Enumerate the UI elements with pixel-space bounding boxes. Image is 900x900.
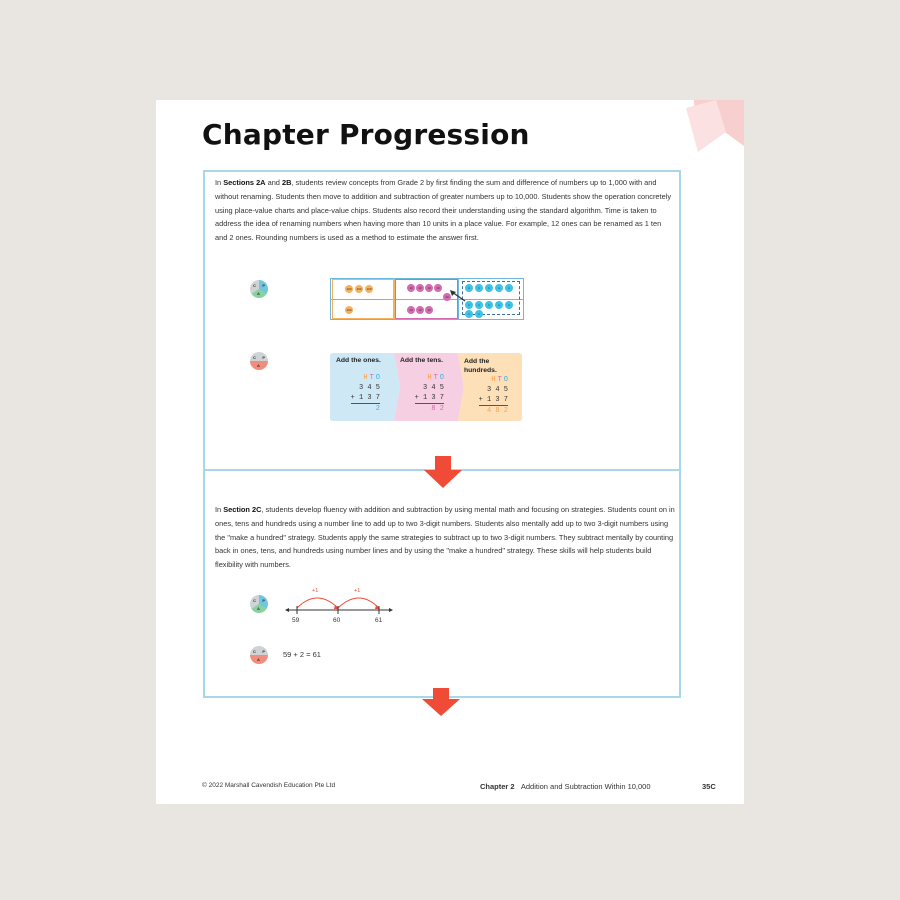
- section-2a-2b-paragraph: In Sections 2A and 2B, students review concepts from Grade 2 by first finding the sum and difference of numbers up to 1,000 with and without renaming. Students then move to addition and subtraction of greater numbers up to 10,000. Students show the operation concretely using place-value charts and place-value chips. Students also record their understanding using the standard algorithm. Time is taken to address the idea of renaming numbers when having more than 10 units in a place value. For example, 12 ones can be renamed as 1 ten and 2 ones. Rounding numbers is used as a method to estimate the answer first.: [215, 178, 672, 243]
- hundreds-chip: 100: [346, 287, 352, 291]
- number-line: [283, 588, 395, 628]
- tens-carry-chip: 10: [443, 293, 451, 301]
- page-number: 35C: [702, 782, 716, 791]
- place-value-chart: [330, 278, 524, 320]
- jump-label: +1: [354, 588, 361, 594]
- ones-chip: 1: [505, 284, 513, 292]
- tens-chip: 10: [434, 284, 442, 292]
- tens-chip: 10: [425, 284, 433, 292]
- step-add-ones: Add the ones. H T O 3 4 5 + 1 3 7 2: [336, 357, 381, 413]
- ones-chip: 1: [495, 301, 503, 309]
- ones-chip: 1: [465, 284, 473, 292]
- addition-steps: [330, 353, 522, 421]
- ones-chip: 1: [485, 284, 493, 292]
- ones-chip: 1: [505, 301, 513, 309]
- concrete-pictorial-abstract-icon: C P A: [250, 352, 268, 370]
- step-add-hundreds: Add the hundreds. H T O 3 4 5 + 1 3 7 4 8 2: [464, 358, 508, 415]
- copyright: © 2022 Marshall Cavendish Education Pte Ltd: [202, 782, 336, 789]
- tick-label: 60: [333, 617, 341, 624]
- jump-label: +1: [312, 588, 319, 594]
- concrete-pictorial-abstract-icon: C P A: [250, 595, 268, 613]
- step-add-tens: Add the tens. H T O 3 4 5 + 1 3 7 8 2: [400, 357, 444, 413]
- ribbon-decoration: [686, 100, 744, 152]
- ones-chip: 1: [475, 301, 483, 309]
- down-arrow-icon: [422, 688, 460, 716]
- tens-chip: 10: [416, 284, 424, 292]
- regroup-arrow-icon: [447, 289, 467, 303]
- concrete-pictorial-abstract-icon: C P A: [250, 646, 268, 664]
- ones-chip: 1: [465, 301, 473, 309]
- down-arrow-icon: [424, 456, 462, 488]
- progression-panel: [203, 170, 681, 698]
- tens-chip: 10: [407, 284, 415, 292]
- ones-chip: 1: [485, 301, 493, 309]
- tens-chip: 10: [407, 306, 415, 314]
- tick-label: 61: [375, 617, 383, 624]
- textbook-page: [156, 100, 744, 804]
- ones-chip: 1: [465, 310, 473, 318]
- tens-chip: 10: [425, 306, 433, 314]
- hundreds-chip: 100: [366, 287, 372, 291]
- section-2c-paragraph: In Section 2C, students develop fluency with addition and subtraction by using mental math and focusing on strategies. Students count on in ones, tens and hundreds using a number line to add up to two 3-digit numbers. Students also mentally add up to two 3-digit numbers using the "make a hundred" strategy. Students apply the same strategies to subtract up to two 3-digit numbers. They subtract mentally by counting back in ones, tens, and hundreds using number lines and by using the "make a hundred" strategy. These skills will help students build flexibility with numbers.: [215, 505, 675, 570]
- ones-chip: 1: [495, 284, 503, 292]
- tens-chip: 10: [416, 306, 424, 314]
- hundreds-chip: 100: [356, 287, 362, 291]
- page-title: Chapter Progression: [202, 118, 530, 151]
- tick-label: 59: [292, 617, 300, 624]
- chapter-footer: Chapter 2 Addition and Subtraction Within 10,000: [480, 782, 651, 791]
- concrete-pictorial-abstract-icon: C P A: [250, 280, 268, 298]
- ones-chip: 1: [475, 310, 483, 318]
- equation: 59 + 2 = 61: [283, 650, 321, 659]
- ones-chip: 1: [475, 284, 483, 292]
- hundreds-chip: 100: [346, 308, 352, 312]
